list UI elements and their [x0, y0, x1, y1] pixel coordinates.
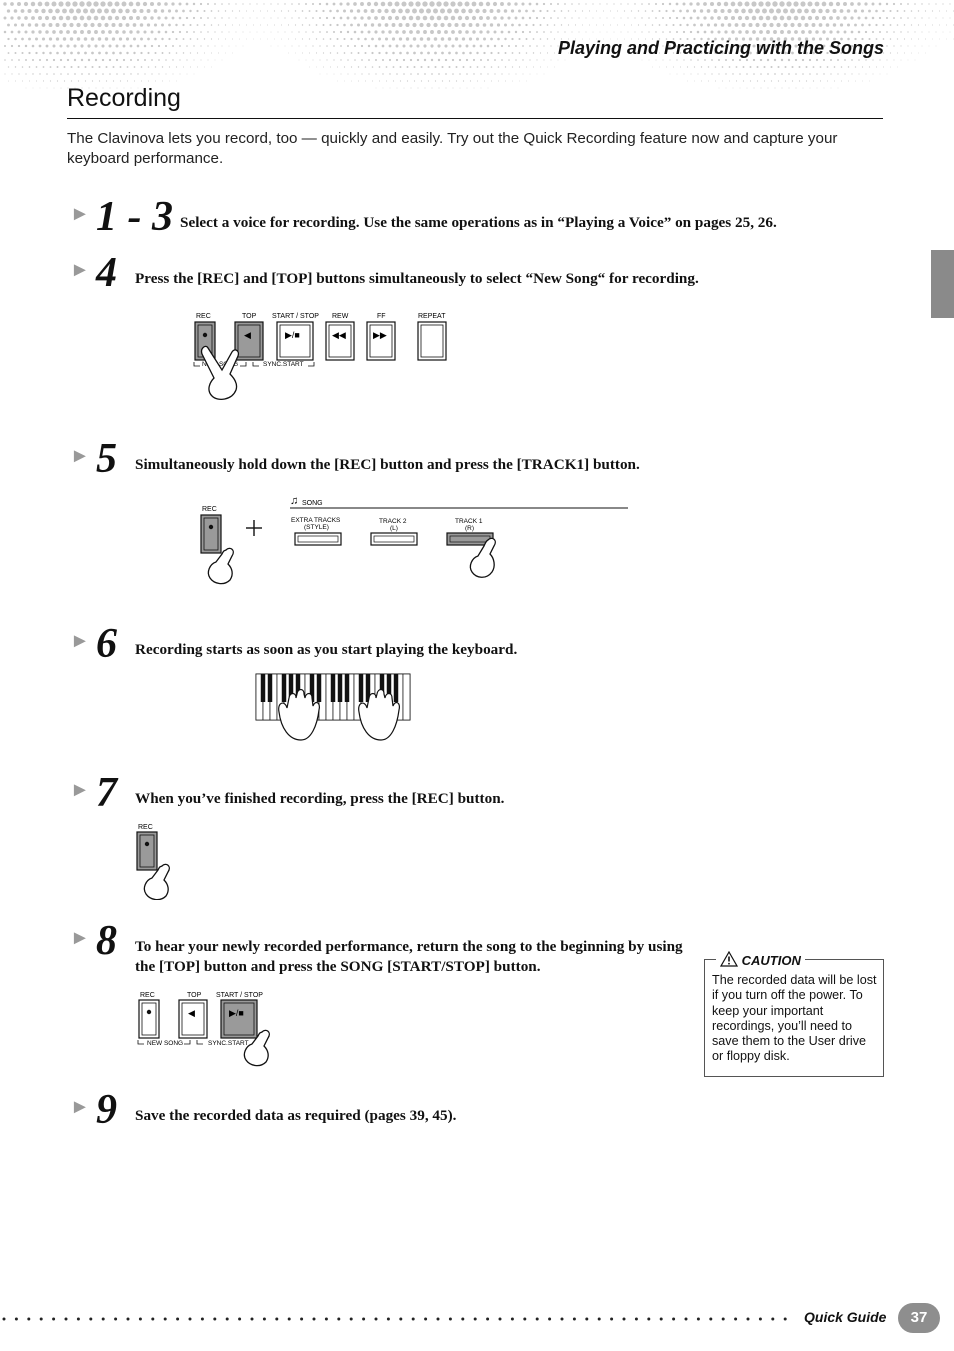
new-song-label: NEW SONG [147, 1040, 184, 1047]
repeat-button[interactable] [418, 322, 446, 360]
step-arrow-icon: ► [70, 445, 90, 467]
track2-label: TRACK 2 [379, 518, 407, 525]
step-number: 6 [96, 621, 117, 667]
extra-tracks-sublabel: (STYLE) [304, 524, 329, 531]
step-arrow-icon: ► [70, 259, 90, 281]
step-1-3 [70, 196, 870, 240]
rec-button[interactable] [137, 832, 157, 870]
track2-sublabel: (L) [390, 525, 398, 532]
track1-sublabel: (R) [465, 525, 475, 532]
fast-forward-icon: ▶▶ [373, 330, 387, 340]
rec-button[interactable] [139, 1000, 159, 1038]
step-text: Simultaneously hold down the [REC] button and press the [TRACK1] button. [135, 456, 640, 473]
caution-text: The recorded data will be lost if you turn off the power. To keep your important recordings, you’ll need to save them to the User drive or floppy disk. [712, 973, 877, 1064]
rec-label: REC [196, 313, 211, 320]
step-text: Save the recorded data as required (pages 39, 45). [135, 1107, 457, 1124]
warning-triangle-icon [720, 951, 738, 967]
top-icon: ◀ [244, 330, 251, 340]
step-text: When you’ve finished recording, press the [REC] button. [135, 790, 505, 807]
step-text: Recording starts as soon as you start playing the keyboard. [135, 641, 518, 658]
page-number: 37 [898, 1303, 940, 1333]
play-stop-icon: ▶/■ [285, 330, 300, 340]
sync-start-label: SYNC.START [208, 1040, 249, 1047]
extra-tracks-label: EXTRA TRACKS [291, 517, 341, 524]
footer-label: Quick Guide [804, 1309, 887, 1325]
step-text: Select a voice for recording. Use the same operations as in “Playing a Voice” on pages 25, 26. [180, 214, 777, 231]
ff-label: FF [377, 313, 386, 320]
step-text: To hear your newly recorded performance, return the song to the beginning by using the [TOP] button and press the SONG [START/STOP] button. [135, 938, 683, 975]
step-number: 8 [96, 918, 117, 964]
section-rule [67, 118, 883, 119]
rec-button-diagram-step7 [134, 820, 184, 900]
song-controls-diagram-step8 [134, 988, 284, 1068]
note-icon: ♫ [290, 495, 299, 507]
repeat-label: REPEAT [418, 313, 446, 320]
plus-icon [246, 520, 262, 536]
keyboard-diagram [255, 672, 415, 744]
step-number: 9 [96, 1087, 117, 1133]
step-number: 1 - 3 [96, 194, 173, 240]
step-4 [70, 252, 870, 296]
step-arrow-icon: ► [70, 203, 90, 225]
caution-heading [716, 951, 805, 968]
step-arrow-icon: ► [70, 927, 90, 949]
step-5 [70, 438, 870, 482]
start-stop-button[interactable] [277, 322, 313, 360]
step-arrow-icon: ► [70, 779, 90, 801]
start-stop-button[interactable] [221, 1000, 257, 1038]
song-label: SONG [302, 500, 323, 507]
step-arrow-icon: ► [70, 1096, 90, 1118]
black-key[interactable] [331, 674, 335, 702]
step-number: 4 [96, 250, 117, 296]
black-key[interactable] [317, 674, 321, 702]
white-key[interactable] [403, 674, 410, 720]
start-stop-label: START / STOP [272, 313, 319, 320]
rec-label: REC [140, 992, 155, 999]
sync-start-bracket [197, 1040, 203, 1044]
step-7 [70, 772, 870, 816]
top-button[interactable] [179, 1000, 207, 1038]
black-key[interactable] [261, 674, 265, 702]
rew-button[interactable] [326, 322, 354, 360]
black-key[interactable] [338, 674, 342, 702]
step-6 [70, 623, 870, 667]
black-key[interactable] [359, 674, 363, 702]
sync-start-label: SYNC.START [263, 361, 304, 368]
track1-label: TRACK 1 [455, 518, 483, 525]
track-buttons-diagram-step5 [196, 492, 636, 588]
top-label: TOP [187, 992, 202, 999]
running-head: Playing and Practicing with the Songs [557, 38, 884, 58]
step-arrow-icon: ► [70, 630, 90, 652]
black-key[interactable] [345, 674, 349, 702]
step-number: 7 [96, 770, 117, 816]
step-9 [70, 1089, 870, 1133]
section-title: Recording [67, 84, 181, 112]
track2-button[interactable] [371, 533, 417, 545]
rewind-icon: ◀◀ [332, 330, 346, 340]
extra-tracks-button[interactable] [295, 533, 341, 545]
pointing-hand-icon [208, 548, 233, 583]
top-button[interactable] [235, 322, 263, 360]
ff-button[interactable] [367, 322, 395, 360]
new-song-label: NEW SONG [202, 361, 239, 368]
intro-paragraph: The Clavinova lets you record, too — quickly and easily. Try out the Quick Recording feature now and capture your keyboard performance. [67, 130, 838, 167]
black-key[interactable] [282, 674, 286, 702]
caution-label: CAUTION [741, 953, 801, 968]
two-finger-hand-icon [202, 346, 239, 399]
footer-dot-leader [0, 1316, 800, 1322]
black-key[interactable] [394, 674, 398, 702]
top-icon: ◀ [188, 1008, 195, 1018]
step-number: 5 [96, 436, 117, 482]
black-key[interactable] [268, 674, 272, 702]
rec-label: REC [202, 506, 217, 513]
rec-button[interactable] [201, 515, 221, 553]
step-8 [70, 920, 690, 980]
thumb-index-tab [931, 250, 954, 318]
start-stop-label: START / STOP [216, 992, 263, 999]
rew-label: REW [332, 313, 349, 320]
song-controls-diagram-step4 [186, 308, 466, 404]
rec-label: REC [138, 824, 153, 831]
play-stop-icon: ▶/■ [229, 1008, 244, 1018]
step-text: Press the [REC] and [TOP] buttons simultaneously to select “New Song“ for recording. [135, 270, 699, 287]
top-label: TOP [242, 313, 257, 320]
